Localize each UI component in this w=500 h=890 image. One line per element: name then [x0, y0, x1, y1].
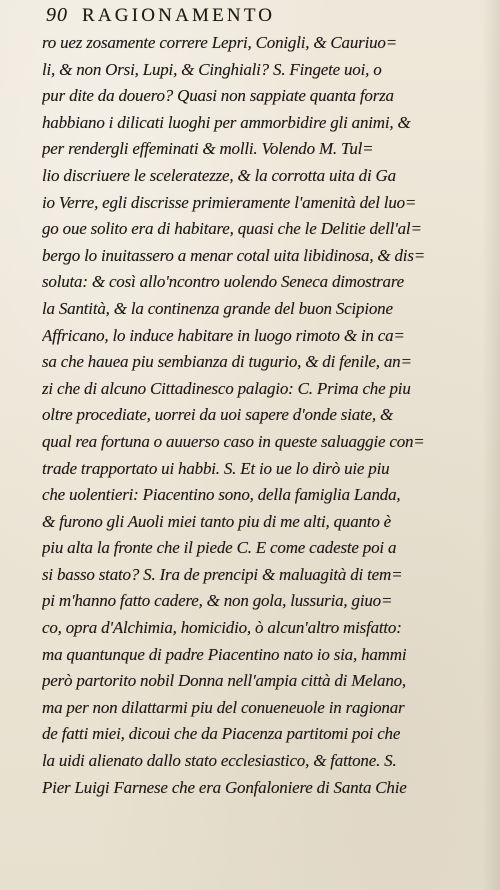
body-text: [42, 30, 490, 801]
text-line: la uidi alienato dallo stato ecclesiastico, & fattone. S.: [42, 751, 397, 771]
page-header: [46, 4, 396, 30]
text-line: ma quantunque di padre Piacentino nato io sia, hammi: [42, 644, 407, 664]
text-line: lio discriuere le sceleratezze, & la corrotta uita di Ga: [42, 165, 396, 185]
text-line: la Santità, & la continenza grande del buon Scipione: [42, 298, 393, 318]
text-line: si basso stato? S. Ira de prencipi & maluagità di tem=: [42, 564, 403, 584]
text-line: pi m'hanno fatto cadere, & non gola, lussuria, giuo=: [42, 591, 393, 611]
running-head: RAGIONAMENTO: [82, 5, 276, 26]
text-line: Pier Luigi Farnese che era Gonfaloniere di Santa Chie: [42, 777, 407, 797]
text-line: trade trapportato ui habbi. S. Et io ue lo dirò uie piu: [42, 458, 390, 478]
text-line: bergo lo inuitassero a menar cotal uita libidinosa, & dis=: [42, 245, 426, 265]
text-line: habbiano i dilicati luoghi per ammorbidire gli animi, &: [42, 112, 411, 132]
text-line: ro uez zosamente correre Lepri, Conigli, & Cauriuo=: [42, 33, 397, 52]
text-line: & furono gli Auoli miei tanto piu di me alti, quanto è: [42, 511, 392, 531]
text-line: zi che di alcuno Cittadinesco palagio: C. Prima che piu: [42, 378, 411, 398]
text-line: però partorito nobil Donna nell'ampia città di Melano,: [42, 671, 406, 691]
text-line: sa che hauea piu sembianza di tugurio, & di fenile, an=: [42, 352, 412, 372]
text-line: piu alta la fronte che il piede C. E come cadeste poi a: [42, 538, 397, 558]
text-line: oltre procediate, uorrei da uoi sapere d'onde siate, &: [42, 405, 394, 425]
text-line: Affricano, lo induce habitare in luogo rimoto & in ca=: [42, 325, 405, 345]
text-line: io Verre, egli discrisse primieramente l'amenità del luo=: [42, 192, 417, 212]
text-line: pur dite da douero? Quasi non sappiate quanta forza: [42, 86, 394, 106]
text-line: de fatti miei, dicoui che da Piacenza partitomi poi che: [42, 724, 401, 744]
text-line: qual rea fortuna o auuerso caso in queste saluaggie con=: [42, 431, 425, 451]
text-line: soluta: & così allo'ncontro uolendo Seneca dimostrare: [42, 272, 404, 292]
text-line: per rendergli effeminati & molli. Volendo M. Tul=: [42, 139, 374, 159]
text-line: co, opra d'Alchimia, homicidio, ò alcun'altro misfatto:: [42, 618, 402, 638]
text-line: li, & non Orsi, Lupi, & Cinghiali? S. Fingete uoi, o: [42, 59, 382, 79]
page-number: 90: [46, 4, 68, 26]
text-line: ma per non dilattarmi piu del conueneuole in ragionar: [42, 697, 405, 717]
text-line: che uolentieri: Piacentino sono, della famiglia Landa,: [42, 485, 401, 505]
text-line: go oue solito era di habitare, quasi che le Delitie dell'al=: [42, 219, 422, 239]
